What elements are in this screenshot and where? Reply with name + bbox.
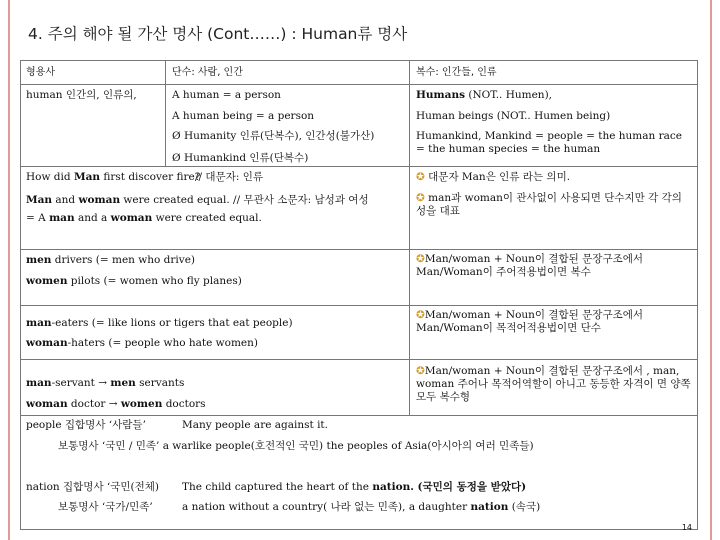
header-singular: 단수: 사람, 인간	[172, 67, 243, 78]
example-men-drivers: men drivers (= men who drive)	[26, 254, 196, 266]
example-woman-doctor: woman doctor → women doctors	[26, 398, 206, 410]
bullet-icon: ✪	[416, 192, 425, 204]
content-table	[20, 60, 697, 530]
header-adjective: 형용사	[26, 67, 55, 78]
example-man-discover-fire: How did Man first discover fire?	[26, 171, 201, 183]
example-nation-without-country: a nation without a country( 나라 없는 민족), a daughter nation (속국)	[182, 501, 541, 513]
plural-humans: Humans (NOT.. Humen),	[416, 89, 553, 101]
nation-collective-noun: nation 집합명사 ‘국민(전체)	[26, 481, 160, 493]
table-rule	[20, 359, 697, 360]
rule-object-singular: ✪Man/woman + Noun이 결합된 문장구조에서 Man/Woman이 목적어적용법이면 단수	[416, 309, 644, 334]
nation-common-noun: 보통명사 ‘국가/민족’	[58, 501, 153, 513]
example-man-woman-equal: Man and woman were created equal. // 무관사 소문자: 남성과 여성	[26, 194, 369, 206]
table-rule	[20, 84, 697, 85]
right-border-line	[710, 0, 712, 540]
plural-humankind: Humankind, Mankind = people = the human race = the human species = the human	[416, 130, 683, 155]
example-man-servant: man-servant → men servants	[26, 377, 185, 389]
table-rule	[20, 529, 697, 530]
bullet-icon: ✪	[416, 365, 425, 377]
page-number: 14	[681, 523, 692, 532]
example-women-pilots: women pilots (= women who fly planes)	[26, 275, 242, 287]
singular-humanity: Ø Humanity 인류(단복수), 인간성(불가산)	[172, 130, 375, 142]
singular-human-being: A human being = a person	[172, 110, 315, 122]
table-rule	[697, 60, 698, 530]
table-rule	[20, 305, 697, 306]
people-collective-noun: people 집합명사 ‘사람들’	[26, 419, 146, 431]
bullet-icon: ✪	[416, 309, 425, 321]
singular-humankind: Ø Humankind 인류(단복수)	[172, 152, 309, 164]
rule-both-plural: ✪Man/woman + Noun이 결합된 문장구조에서 , man, woman 주어나 목적어역할이 아니고 동등한 자격이 면 양쪽 모두 복수형	[416, 365, 691, 403]
table-rule	[20, 166, 697, 167]
singular-a-human: A human = a person	[172, 89, 281, 101]
note-capital-mankind: // 대문자: 인류	[195, 171, 264, 183]
left-border-line	[8, 0, 10, 540]
slide-title: 4. 주의 해야 될 가산 명사 (Cont……) : Human류 명사	[28, 25, 408, 43]
people-common-noun: 보통명사 ‘국민 / 민족’ a warlike people(호전적인 국민) the peoples of Asia(아시아의 여러 민족들)	[58, 440, 534, 452]
example-child-captured-nation: The child captured the heart of the nation. (국민의 동정을 받았다)	[182, 481, 527, 493]
note-man-capital: ✪ 대문자 Man은 인류 라는 의미.	[416, 171, 571, 183]
table-rule	[165, 60, 166, 166]
note-man-woman-no-article: ✪ man과 woman이 관사없이 사용되면 단수지만 각 각의 성을 대표	[416, 192, 682, 217]
table-rule	[20, 249, 697, 250]
bullet-icon: ✪	[416, 253, 425, 265]
rule-subject-plural: ✪Man/woman + Noun이 결합된 문장구조에서 Man/Woman이 주어적용법이면 복수	[416, 253, 644, 278]
table-rule	[20, 415, 697, 416]
example-a-man-a-woman: = A man and a woman were created equal.	[26, 212, 262, 224]
bullet-icon: ✪	[416, 171, 425, 183]
plural-human-beings: Human beings (NOT.. Humen being)	[416, 110, 611, 122]
table-rule	[20, 60, 697, 61]
adjective-human: human 인간의, 인류의,	[26, 89, 137, 101]
header-plural: 복수: 인간들, 인류	[416, 67, 497, 78]
table-rule	[409, 60, 410, 415]
example-woman-haters: woman-haters (= people who hate women)	[26, 337, 259, 349]
table-rule	[20, 60, 21, 530]
example-man-eaters: man-eaters (= like lions or tigers that eat people)	[26, 317, 293, 329]
example-many-people: Many people are against it.	[182, 419, 328, 431]
